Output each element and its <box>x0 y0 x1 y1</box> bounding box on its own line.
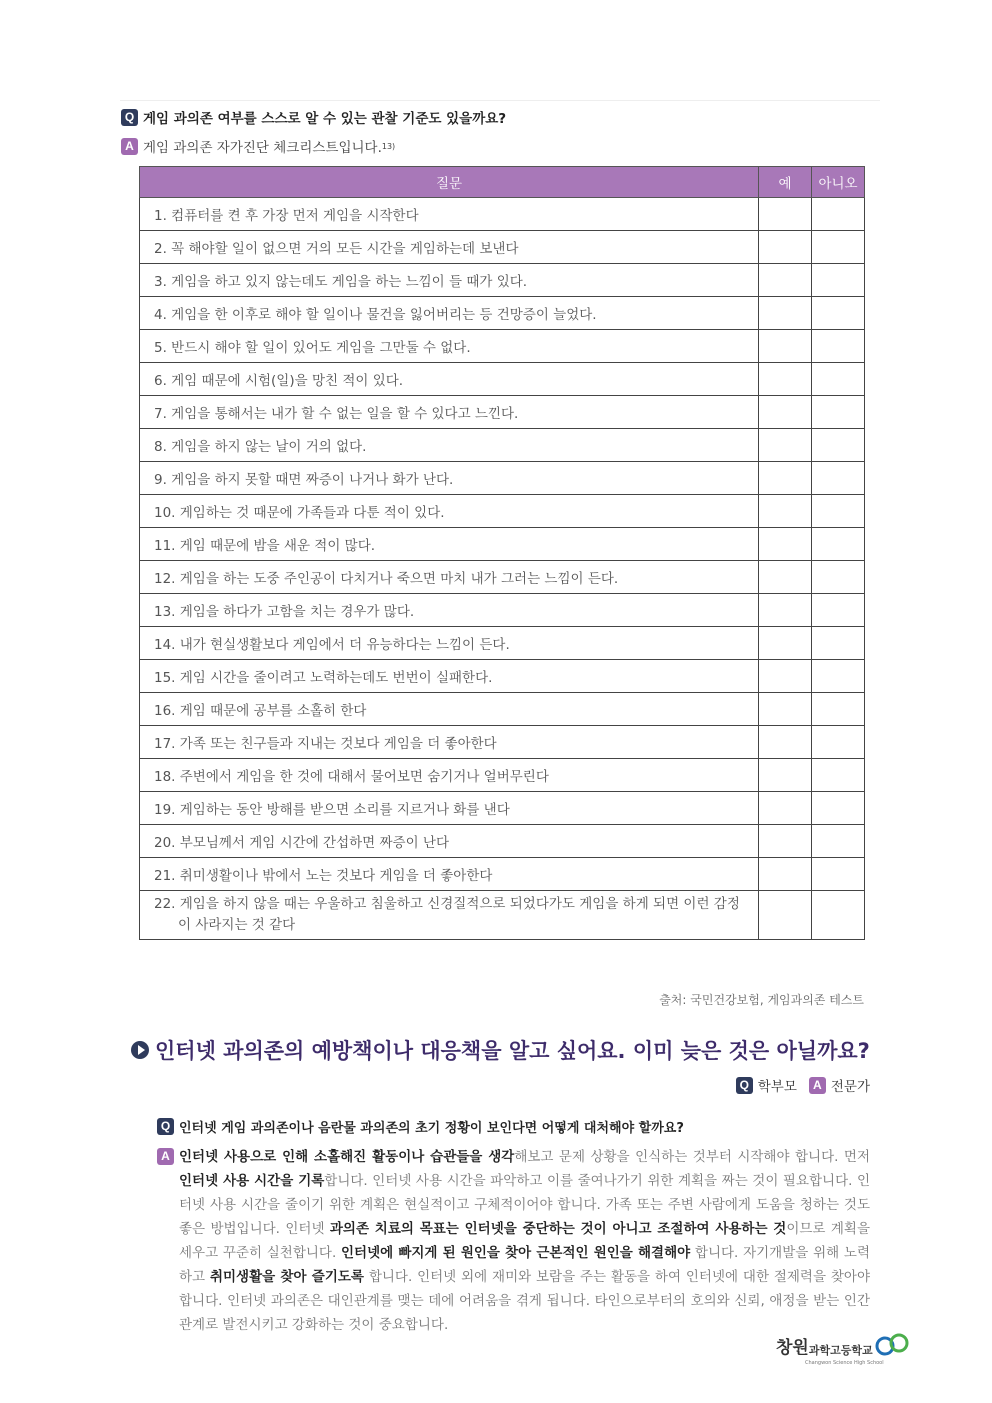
yes-cell[interactable] <box>759 363 812 396</box>
yes-cell[interactable] <box>759 231 812 264</box>
question-cell: 15. 게임 시간을 줄이려고 노력하는데도 번번이 실패한다. <box>140 660 759 693</box>
answer-text-3: 이므로 계획을 세우고 꾸준히 실천합니다. <box>179 1221 870 1261</box>
question-cell: 8. 게임을 하지 않는 날이 거의 없다. <box>140 429 759 462</box>
table-row <box>140 726 865 759</box>
question-line-1: 22. 게임을 하지 않을 때는 우울하고 침울하고 신경질적으로 되었다가도 게임을 하게 되면 이런 감정 <box>154 896 740 912</box>
table-row <box>140 858 865 891</box>
prevention-answer-text <box>179 1145 870 1337</box>
prevention-answer <box>157 1145 870 1337</box>
checklist-question <box>121 107 506 127</box>
yes-cell[interactable] <box>759 330 812 363</box>
logo-name-en: Changwon Science High School <box>805 1360 884 1366</box>
yes-cell[interactable] <box>759 528 812 561</box>
no-cell[interactable] <box>812 561 865 594</box>
no-cell[interactable] <box>812 396 865 429</box>
answer-bold-1: 인터넷 사용으로 인해 소홀해진 활동이나 습관들을 생각 <box>179 1149 515 1165</box>
yes-cell[interactable] <box>759 462 812 495</box>
table-row <box>140 528 865 561</box>
footnote-marker: 13) <box>381 141 396 151</box>
section-title-text: 인터넷 과의존의 예방책이나 대응책을 알고 싶어요. 이미 늦은 것은 아닐까요? <box>155 1039 870 1063</box>
table-row <box>140 495 865 528</box>
a-badge: A <box>121 138 138 155</box>
question-cell: 3. 게임을 하고 있지 않는데도 게임을 하는 느낌이 들 때가 있다. <box>140 264 759 297</box>
no-cell[interactable] <box>812 495 865 528</box>
legend <box>736 1075 870 1095</box>
checklist-table <box>139 166 865 940</box>
question-cell: 16. 게임 때문에 공부를 소홀히 한다 <box>140 693 759 726</box>
logo-name-big: 창원 <box>776 1338 809 1358</box>
table-row <box>140 231 865 264</box>
legend-q-label: 학부모 <box>757 1079 797 1095</box>
answer-text-5: 합니다. 인터넷 외에 재미와 보람을 주는 활동을 하여 인터넷에 대한 절제력을 찾아야 합니다. 인터넷 과의존은 대인관계를 맺는 데에 어려움을 겪게 됩니다. 타인으로부터의 호의와 신뢰, 애정을 받는 인간관계로 발전시키고 강화하는 것이 중요합니다. <box>179 1269 870 1333</box>
yes-cell[interactable] <box>759 792 812 825</box>
table-row <box>140 396 865 429</box>
question-cell: 11. 게임 때문에 밤을 새운 적이 많다. <box>140 528 759 561</box>
legend-a-label: 전문가 <box>830 1079 870 1095</box>
answer-text-4: 합니다. 자기개발을 위해 노력하고 <box>179 1245 870 1285</box>
checklist-answer-text: 게임 과의존 자가진단 체크리스트입니다. <box>143 140 382 156</box>
no-cell[interactable] <box>812 429 865 462</box>
question-cell: 21. 취미생활이나 밖에서 노는 것보다 게임을 더 좋아한다 <box>140 858 759 891</box>
table-row <box>140 759 865 792</box>
header-no: 아니오 <box>812 167 865 198</box>
question-cell: 19. 게임하는 동안 방해를 받으면 소리를 지르거나 화를 낸다 <box>140 792 759 825</box>
question-cell: 18. 주변에서 게임을 한 것에 대해서 물어보면 숨기거나 얼버무린다 <box>140 759 759 792</box>
no-cell[interactable] <box>812 693 865 726</box>
yes-cell[interactable] <box>759 726 812 759</box>
play-bullet-icon <box>131 1041 149 1059</box>
no-cell[interactable] <box>812 330 865 363</box>
prevention-question-text: 인터넷 게임 과의존이나 음란물 과의존의 초기 정황이 보인다면 어떻게 대처해야 할까요? <box>179 1121 684 1136</box>
yes-cell[interactable] <box>759 759 812 792</box>
table-header-row <box>140 167 865 198</box>
legend-q-badge: Q <box>736 1077 753 1094</box>
table-row <box>140 264 865 297</box>
header-question: 질문 <box>140 167 759 198</box>
yes-cell[interactable] <box>759 429 812 462</box>
question-cell: 12. 게임을 하는 도중 주인공이 다치거나 죽으면 마치 내가 그러는 느낌이 든다. <box>140 561 759 594</box>
question-cell: 9. 게임을 하지 못할 때면 짜증이 나거나 화가 난다. <box>140 462 759 495</box>
no-cell[interactable] <box>812 792 865 825</box>
table-row <box>140 792 865 825</box>
yes-cell[interactable] <box>759 297 812 330</box>
answer-bold-4: 인터넷에 빠지게 된 원인을 찾아 근본적인 원인을 해결해야 <box>341 1245 691 1261</box>
no-cell[interactable] <box>812 264 865 297</box>
question-cell <box>140 891 759 940</box>
no-cell[interactable] <box>812 726 865 759</box>
question-cell: 5. 반드시 해야 할 일이 있어도 게임을 그만둘 수 없다. <box>140 330 759 363</box>
q-badge: Q <box>157 1118 174 1135</box>
legend-a-badge: A <box>809 1077 826 1094</box>
yes-cell[interactable] <box>759 495 812 528</box>
section-title <box>131 1035 870 1065</box>
table-row <box>140 594 865 627</box>
no-cell[interactable] <box>812 297 865 330</box>
no-cell[interactable] <box>812 627 865 660</box>
no-cell[interactable] <box>812 759 865 792</box>
a-badge: A <box>157 1148 174 1165</box>
yes-cell[interactable] <box>759 627 812 660</box>
table-row <box>140 297 865 330</box>
no-cell[interactable] <box>812 363 865 396</box>
logo-rings-icon <box>873 1332 911 1358</box>
table-row <box>140 693 865 726</box>
table-row <box>140 660 865 693</box>
yes-cell[interactable] <box>759 891 812 940</box>
question-cell: 13. 게임을 하다가 고함을 치는 경우가 많다. <box>140 594 759 627</box>
answer-bold-5: 취미생활을 찾아 즐기도록 <box>209 1269 364 1285</box>
no-cell[interactable] <box>812 198 865 231</box>
q-badge: Q <box>121 109 138 126</box>
no-cell[interactable] <box>812 825 865 858</box>
table-row <box>140 198 865 231</box>
answer-bold-3: 과의존 치료의 목표는 인터넷을 중단하는 것이 아니고 조절하여 사용하는 것 <box>329 1221 787 1237</box>
question-line-2: 이 사라지는 것 같다 <box>178 917 296 933</box>
question-cell: 7. 게임을 통해서는 내가 할 수 없는 일을 할 수 있다고 느낀다. <box>140 396 759 429</box>
no-cell[interactable] <box>812 231 865 264</box>
checklist-answer <box>121 136 395 156</box>
source-note: 출처: 국민건강보험, 게임과의존 테스트 <box>659 993 864 1007</box>
question-cell: 6. 게임 때문에 시험(일)을 망친 적이 있다. <box>140 363 759 396</box>
logo-name-rest: 과학고등학교 <box>808 1344 873 1357</box>
no-cell[interactable] <box>812 462 865 495</box>
table-row <box>140 891 865 940</box>
table-row <box>140 363 865 396</box>
yes-cell[interactable] <box>759 693 812 726</box>
question-cell: 1. 컴퓨터를 켠 후 가장 먼저 게임을 시작한다 <box>140 198 759 231</box>
question-cell: 4. 게임을 한 이후로 해야 할 일이나 물건을 잃어버리는 등 건망증이 늘었다. <box>140 297 759 330</box>
yes-cell[interactable] <box>759 561 812 594</box>
no-cell[interactable] <box>812 594 865 627</box>
answer-bold-2: 인터넷 사용 시간을 기록 <box>179 1173 325 1189</box>
answer-text-1: 해보고 문제 상황을 인식하는 것부터 시작해야 합니다. 먼저 <box>514 1149 870 1165</box>
yes-cell[interactable] <box>759 858 812 891</box>
header-yes: 예 <box>759 167 812 198</box>
table-row <box>140 462 865 495</box>
prevention-question <box>157 1117 684 1136</box>
question-cell: 20. 부모님께서 게임 시간에 간섭하면 짜증이 난다 <box>140 825 759 858</box>
checklist-question-text: 게임 과의존 여부를 스스로 알 수 있는 관찰 기준도 있을까요? <box>143 111 507 127</box>
question-cell: 17. 가족 또는 친구들과 지내는 것보다 게임을 더 좋아한다 <box>140 726 759 759</box>
table-row <box>140 429 865 462</box>
table-row <box>140 330 865 363</box>
school-logo <box>776 1332 911 1366</box>
question-cell: 14. 내가 현실생활보다 게임에서 더 유능하다는 느낌이 든다. <box>140 627 759 660</box>
yes-cell[interactable] <box>759 264 812 297</box>
top-divider <box>120 100 880 101</box>
yes-cell[interactable] <box>759 198 812 231</box>
no-cell[interactable] <box>812 891 865 940</box>
no-cell[interactable] <box>812 528 865 561</box>
no-cell[interactable] <box>812 858 865 891</box>
question-cell: 2. 꼭 해야할 일이 없으면 거의 모든 시간을 게임하는데 보낸다 <box>140 231 759 264</box>
yes-cell[interactable] <box>759 660 812 693</box>
answer-text-2: 합니다. 인터넷 사용 시간을 파악하고 이를 줄여나가기 위한 계획을 짜는 것이 필요합니다. 인터넷 사용 시간을 줄이기 위한 계획은 현실적이고 구체적이어야 합니다. 가족 또는 주변 사람에게 도움을 청하는 것도 좋은 방법입니다. 인터넷 <box>179 1173 871 1237</box>
table-row <box>140 561 865 594</box>
yes-cell[interactable] <box>759 396 812 429</box>
yes-cell[interactable] <box>759 825 812 858</box>
table-row <box>140 627 865 660</box>
question-cell: 10. 게임하는 것 때문에 가족들과 다툰 적이 있다. <box>140 495 759 528</box>
table-row <box>140 825 865 858</box>
yes-cell[interactable] <box>759 594 812 627</box>
no-cell[interactable] <box>812 660 865 693</box>
